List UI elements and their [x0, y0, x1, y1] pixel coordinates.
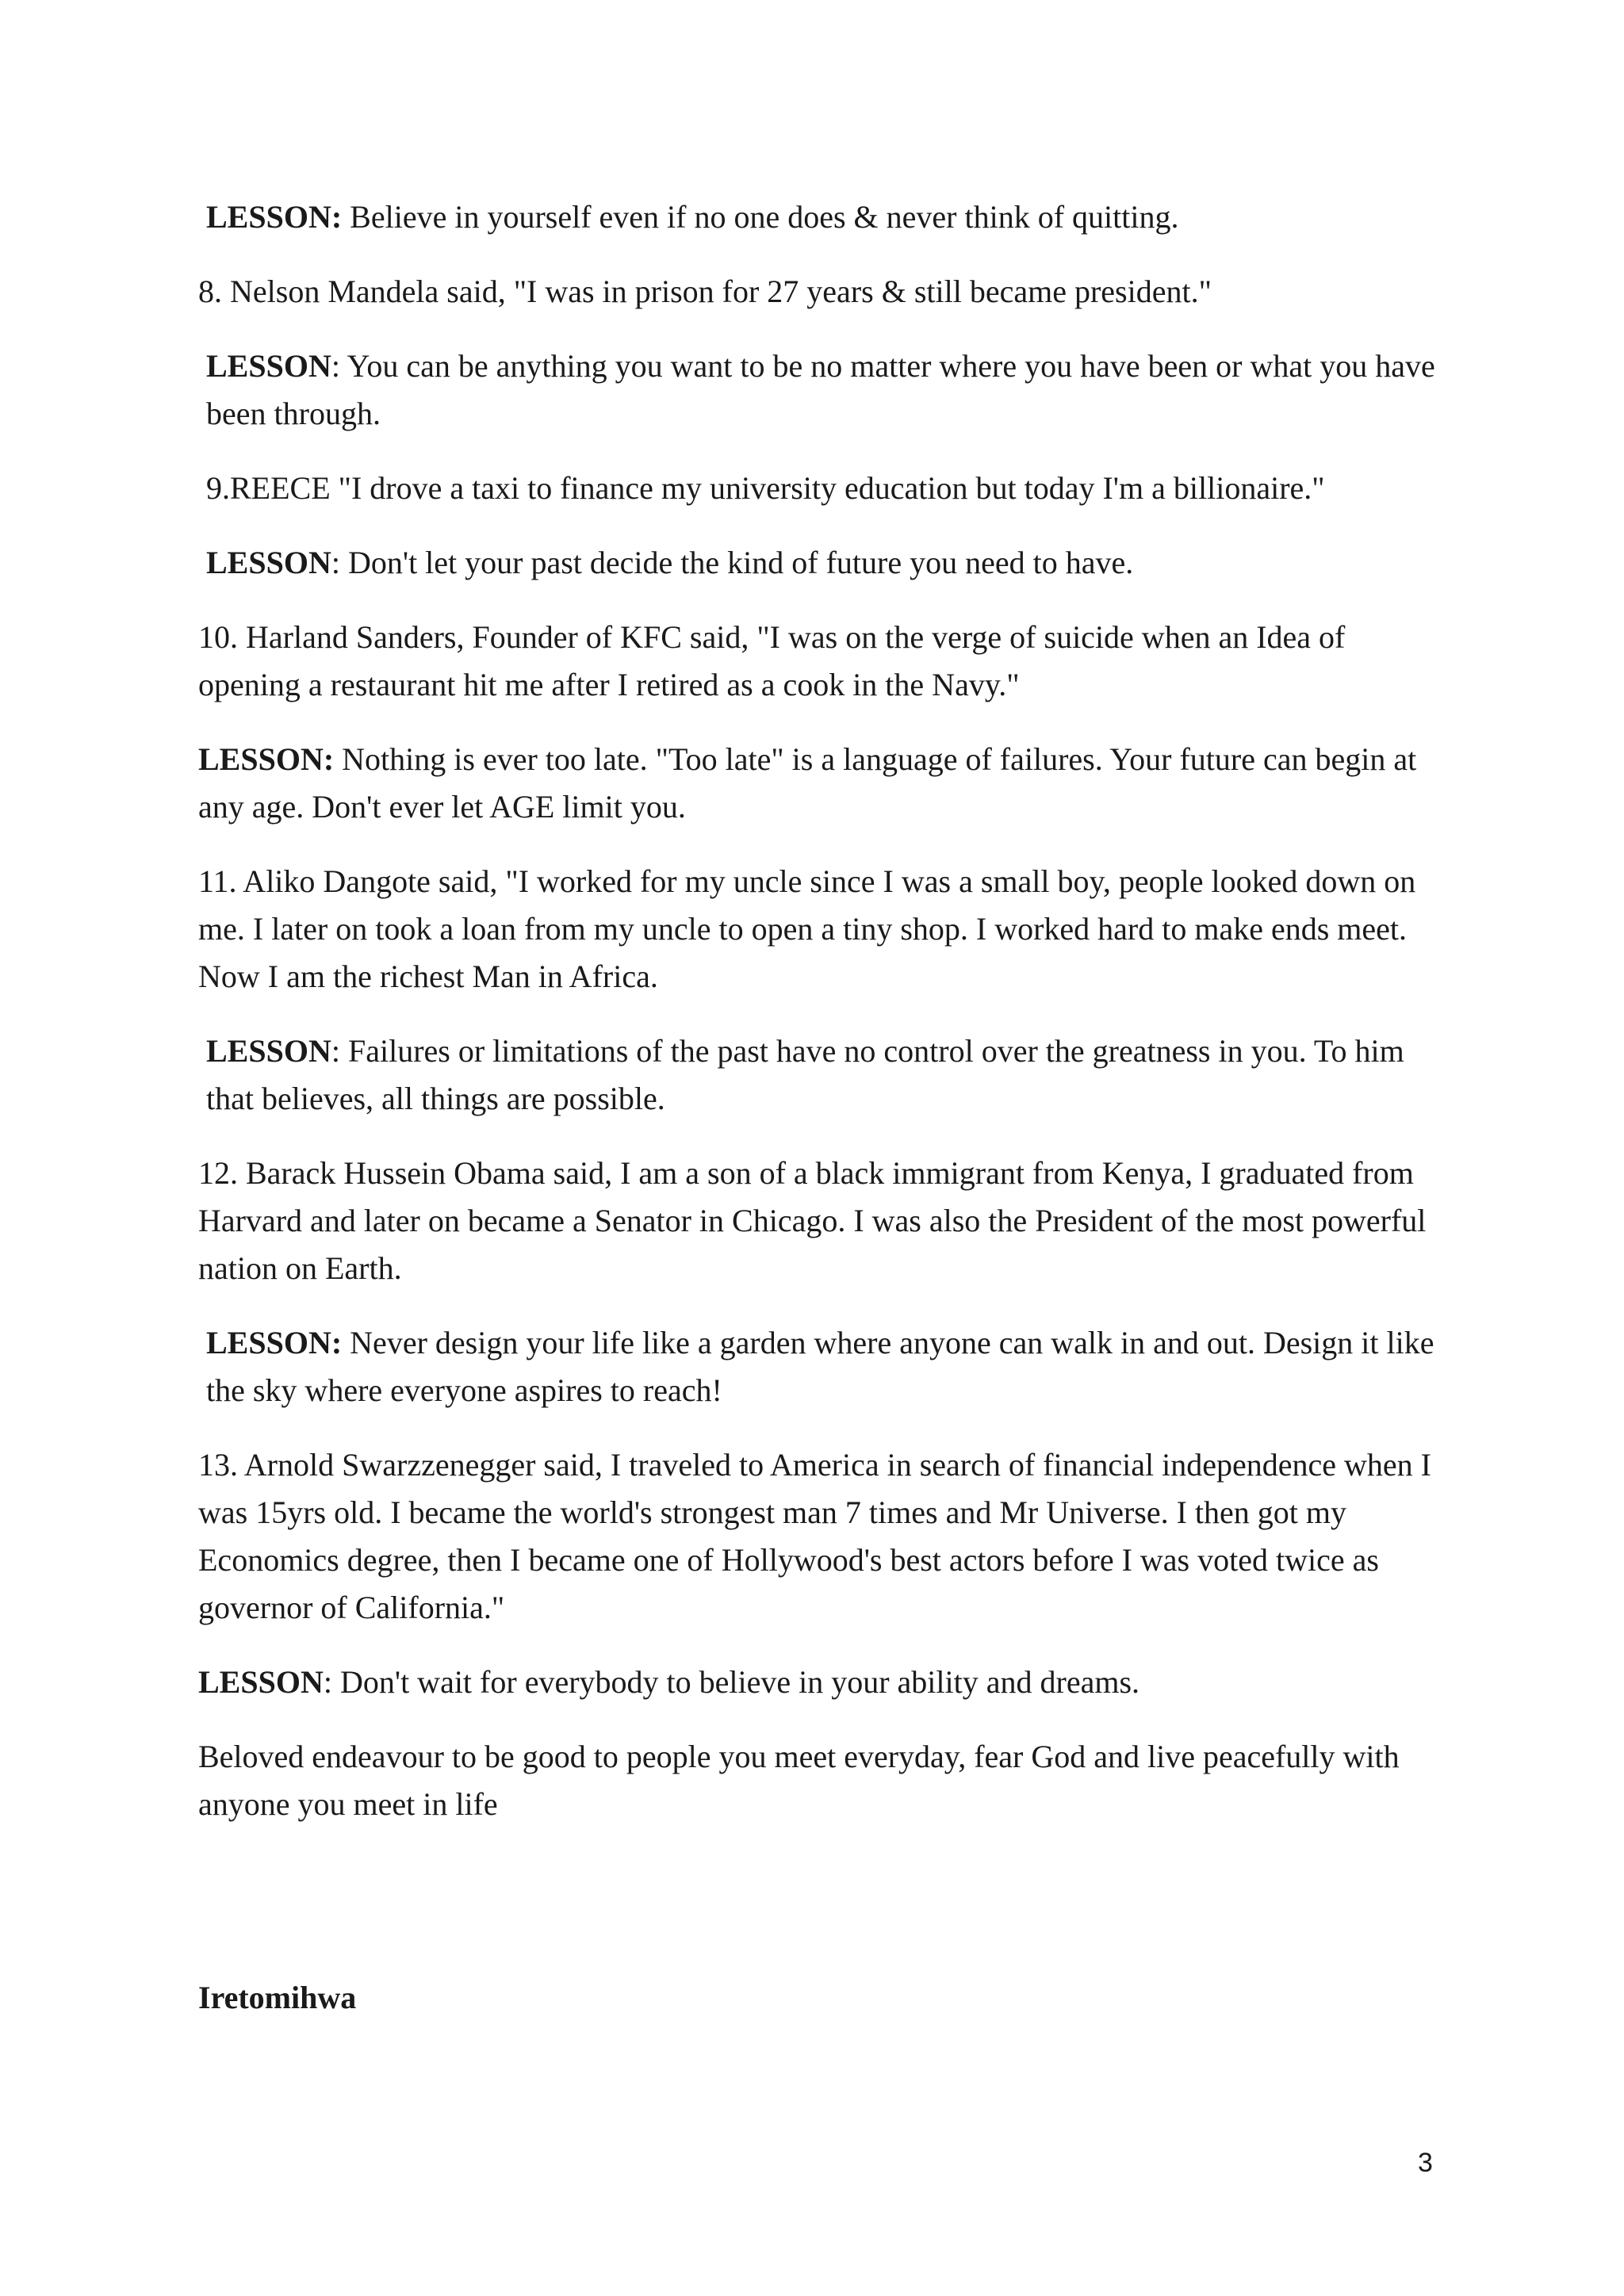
paragraph-text: Never design your life like a garden where anyone can walk in and out. Design it like the sky where everyone aspires to reach!: [206, 1325, 1434, 1408]
author-signature: Iretomihwa: [198, 1980, 357, 2015]
paragraph-text: Nothing is ever too late. "Too late" is a language of failures. Your future can begin at any age. Don't ever let AGE limit you.: [198, 741, 1417, 825]
lesson-label: LESSON: [206, 1033, 331, 1069]
paragraph-text: 12. Barack Hussein Obama said, I am a son of a black immigrant from Kenya, I graduated from Harvard and later on became a Senator in Chicago. I was also the President of the most powerful nation on Earth.: [198, 1155, 1427, 1286]
paragraph-text: Beloved endeavour to be good to people you meet everyday, fear God and live peacefully with anyone you meet in life: [198, 1739, 1400, 1822]
paragraph-text: : Failures or limitations of the past have no control over the greatness in you. To him that believes, all things are possible.: [206, 1033, 1404, 1116]
lesson-paragraph: [198, 736, 1443, 831]
paragraph-text: 11. Aliko Dangote said, "I worked for my uncle since I was a small boy, people looked down on me. I later on took a loan from my uncle to open a tiny shop. I worked hard to make ends meet. Now I am the richest Man in Africa.: [198, 863, 1416, 994]
lesson-paragraph: [198, 539, 1443, 587]
lesson-label: LESSON:: [198, 741, 335, 777]
lesson-label: LESSON:: [206, 199, 343, 235]
story-paragraph: [198, 1150, 1443, 1292]
paragraph-text: : Don't wait for everybody to believe in your ability and dreams.: [323, 1664, 1140, 1700]
paragraph-text: : Don't let your past decide the kind of future you need to have.: [331, 545, 1134, 580]
story-paragraph: [198, 465, 1443, 512]
story-paragraph: [198, 268, 1443, 316]
lesson-paragraph: [198, 342, 1443, 438]
lesson-paragraph: [198, 1319, 1443, 1414]
story-paragraph: [198, 858, 1443, 1001]
lesson-label: LESSON:: [206, 1325, 343, 1360]
paragraph-text: 10. Harland Sanders, Founder of KFC said, "I was on the verge of suicide when an Idea of opening a restaurant hit me after I retired as a cook in the Navy.": [198, 619, 1346, 702]
paragraph-text: 9.REECE "I drove a taxi to finance my university education but today I'm a billionaire.": [206, 470, 1325, 506]
page-number: 3: [1418, 2148, 1433, 2178]
paragraph-text: Believe in yourself even if no one does & never think of quitting.: [342, 199, 1179, 235]
lesson-label: LESSON: [198, 1664, 324, 1700]
paragraph-text: 8. Nelson Mandela said, "I was in prison for 27 years & still became president.": [198, 274, 1212, 309]
paragraph-text: : You can be anything you want to be no matter where you have been or what you have been through.: [206, 348, 1435, 431]
story-paragraph: [198, 1441, 1443, 1632]
lesson-label: LESSON: [206, 545, 331, 580]
document-body: [198, 193, 1443, 1855]
lesson-paragraph: [198, 193, 1443, 241]
closing-paragraph: [198, 1733, 1443, 1828]
lesson-paragraph: [198, 1027, 1443, 1123]
lesson-label: LESSON: [206, 348, 331, 384]
paragraph-text: 13. Arnold Swarzzenegger said, I traveled to America in search of financial independence when I was 15yrs old. I became the world's strongest man 7 times and Mr Universe. I then got my Economics degree, then I became one of Hollywood's best actors before I was voted twice as governor of California.": [198, 1447, 1431, 1625]
lesson-paragraph: [198, 1659, 1443, 1706]
story-paragraph: [198, 614, 1443, 709]
